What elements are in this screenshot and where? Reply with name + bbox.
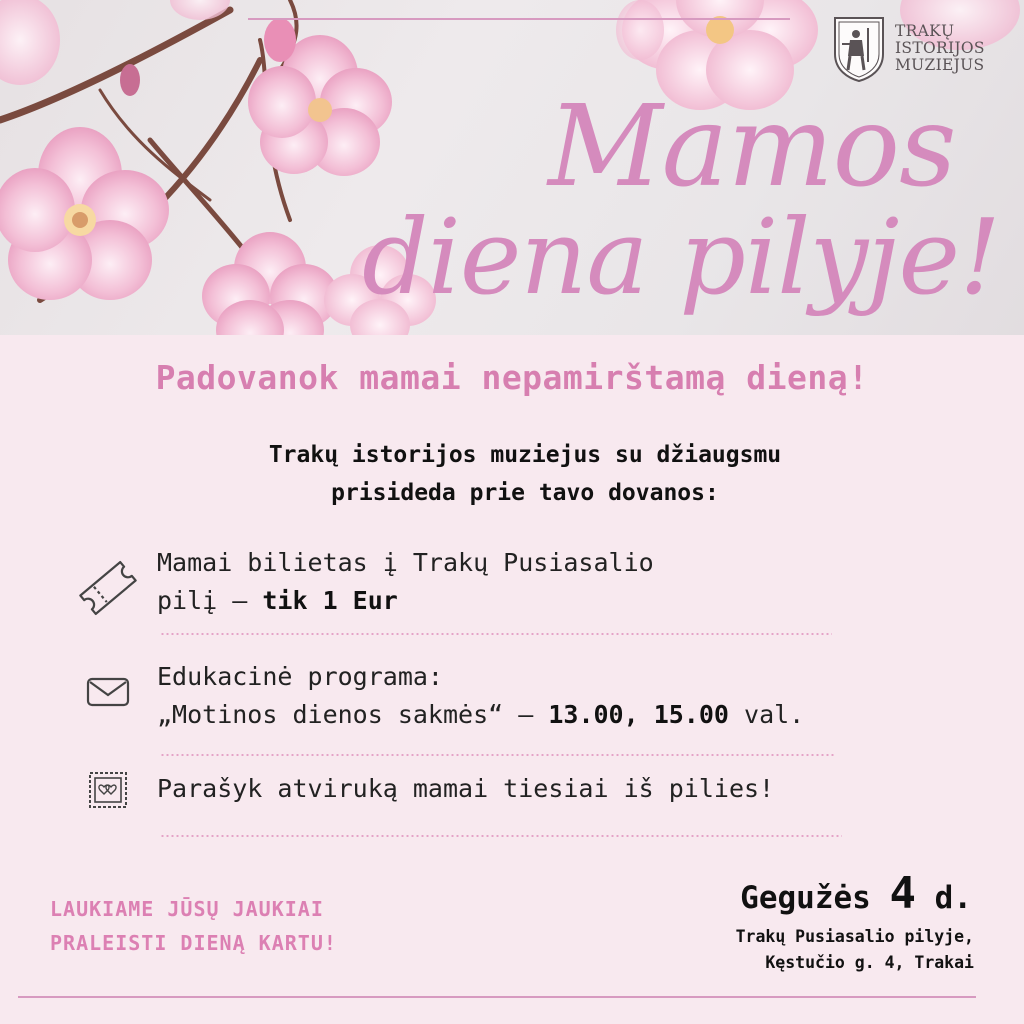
logo-line: ISTORIJOS bbox=[895, 38, 985, 57]
welcome-message bbox=[50, 892, 337, 960]
ticket-price: tik 1 Eur bbox=[262, 586, 398, 615]
ticket-offer bbox=[157, 544, 654, 620]
dotted-divider bbox=[160, 633, 832, 635]
location-line-2: Kęstučio g. 4, Trakai bbox=[765, 953, 974, 972]
program-times-suffix: val. bbox=[728, 700, 805, 729]
logo-line: TRAKŲ bbox=[895, 21, 955, 40]
intro-line-1: Trakų istorijos muziejus su džiaugsmu bbox=[268, 442, 782, 468]
postcard-offer bbox=[157, 770, 774, 808]
education-program-line-1: Edukacinė programa: bbox=[157, 662, 443, 691]
envelope-icon bbox=[86, 676, 130, 708]
museum-name bbox=[895, 23, 985, 74]
postcard-offer-line: Parašyk atviruką mamai tiesiai iš pilies! bbox=[157, 774, 775, 803]
education-program-line-2 bbox=[157, 696, 804, 734]
event-month: Gegužės bbox=[740, 880, 871, 916]
ticket-offer-line-2 bbox=[157, 582, 654, 620]
event-location bbox=[736, 924, 974, 976]
ticket-offer-prefix: pilį – bbox=[157, 586, 263, 615]
bottom-divider-line bbox=[18, 996, 976, 998]
postcard-stamp-icon bbox=[87, 770, 129, 810]
ticket-offer-line-1: Mamai bilietas į Trakų Pusiasalio bbox=[157, 548, 654, 577]
title-line-1: Mamos bbox=[548, 82, 956, 212]
location-line-1: Trakų Pusiasalio pilyje, bbox=[735, 927, 974, 946]
headline: Padovanok mamai nepamirštamą dieną! bbox=[155, 358, 869, 397]
welcome-line-1: LAUKIAME JŪSŲ JAUKIAI bbox=[50, 897, 324, 921]
event-day: 4 bbox=[889, 868, 916, 919]
intro-text bbox=[0, 436, 1024, 512]
dotted-divider bbox=[160, 754, 836, 756]
ticket-icon bbox=[78, 560, 138, 616]
knight-shield-icon bbox=[832, 14, 886, 82]
program-times: 13.00, 15.00 bbox=[548, 700, 729, 729]
logo-line: MUZIEJUS bbox=[895, 55, 985, 74]
event-date bbox=[740, 868, 972, 919]
education-program bbox=[157, 658, 804, 734]
dotted-divider bbox=[160, 835, 842, 837]
welcome-line-2: PRALEISTI DIENĄ KARTU! bbox=[50, 931, 337, 955]
intro-line-2: prisideda prie tavo dovanos: bbox=[331, 480, 719, 506]
top-divider-line bbox=[248, 18, 790, 20]
program-title: „Motinos dienos sakmės“ – bbox=[157, 700, 549, 729]
museum-logo bbox=[832, 14, 985, 82]
event-day-suffix: d. bbox=[934, 880, 972, 916]
hero-banner bbox=[0, 0, 1024, 335]
title-line-2: diena pilyje! bbox=[362, 196, 1000, 318]
